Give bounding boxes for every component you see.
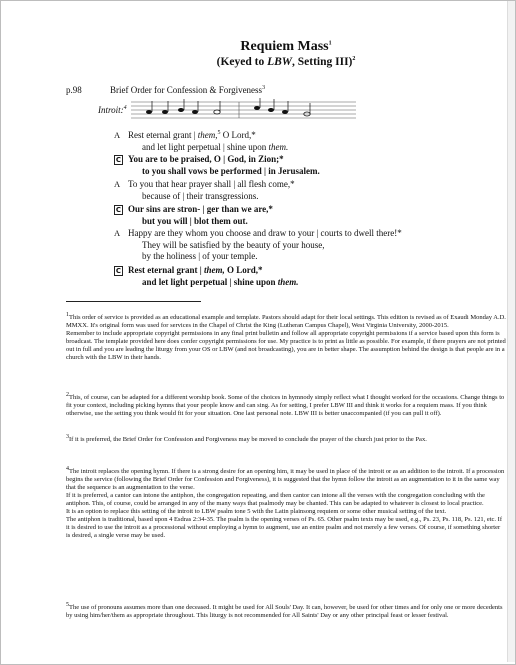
document-page: Requiem Mass$^1$ (Keyed to LBW, Setting III)$^2$ p.98 Brief Order for Confession & Forgiveness$^3$ Introit:$^4$ A Rest eternal grant | them,$^5$ O Lord,* and let light perpetual | shine upon them. C You are to be praised, O | God, in Zion;* to you shall vows be performed | in Jerusalem. A To you that hear prayer shall | all flesh come,* because of | their transgressions. C Our sins are stron- | ger than we are,* but you will | blot them out. A Happy are they whom you choose and draw to your | courts to dwell there!* They will be satisfied by the beauty of your house, by the holiness | of your temple. C Rest eternal grant | them, O Lord,* and let light perpetual | shine upon them. $^1$This order of service is provided as an educational example and template. Pastors should adapt for their local settings. This edition is revised as of Exaudi Monday A.D. MMXX. It's original form was used for services in the Chapel of Christ the King (Lutheran Campus Chapel), West Virginia University, 2000-2015. Remember to include appropriate copyright permissions in any final print bulletin and follow all appropriate copyright permissions if a service based upon this form is broadcast. The template provided here does confer copyright permissions for use. My practice is to print as little as possible. For example, if there prayers are not printed out in full and you are leading the liturgy from your OS or LBW (and not broadcasting), you are in better shape. The assumption behind the design is that people are in a church with the LBW in their hands. $^2$This, of course, can be adapted for a different worship book. Some of the choices in hymnody simply reflect what I thought worked for the occasions. Change things to fit your context, including picking hymns that your people know and can sing. As for setting, I prefer LBW III and think it works for a requiem mass. If you think otherwise, use the setting you think would fit for your situation. One last personal note. LBW III is better unaccompanied (if you can pull it off). $^3$If it is preferred, the Brief Order for Confession and Forgiveness may be moved to conclude the prayer of the church just prior to the Pax. $^4$The introit replaces the opening hymn. If there is a strong desire for an opening him, it may be used in place of the introit or as an addition to the introit. If a procession begins the service (following the Brief Order for Confession and Forgiveness), it is suggested that the hymn follow the introit as an augmentation to it in the same way that the sequence is an augmentation to the verse. If it is preferred, a cantor can intone the antiphon, the congregation repeating, and then cantor can intone all the verses with the congregation concluding with the antiphon. This, of course, could be arranged in any of the many ways that psalmody may be chanted. This can be adapted to whatever is closest to local practice. It is an option to replace this setting of the introit to LBW psalm tone 5 with the Latin plainsong requiem or some other musical setting of the text. The antiphon is traditional, based upon 4 Esdras 2:34-35. The psalm is the opening verses of Ps. 65. Other psalm texts may be used, e.g., Ps. 23, Ps. 118, Ps. 121, etc. If it is desired to use the introit as a processional without employing a hymn to augment, use an entire psalm and not merely a few verses. Of course, if something shorter is desired, a single verse may be used. $^5$The use of pronouns assumes more than one deceased. It might be used for All Souls' Day. It can, however, be used for other times and for only one or more decedents by using him/her/them as appropriate throughout. This liturgy is not recommended for All Saints' Day or any other principal feast or lesser festival. bbox=[66, 39, 506, 619]
congregation-marker: C bbox=[115, 156, 122, 164]
versicle-marker: A bbox=[114, 228, 121, 238]
page-title: Requiem Mass$^1$ bbox=[240, 39, 332, 54]
footnote-5: $^5$The use of pronouns assumes more than one deceased. It might be used for All Souls' Day. It can, however, be used for other times and for only one or more decedents by using him/her/them as appropriate throughout. This liturgy is not recommended for All Saints' Day or any other principal feast or lesser festival. bbox=[66, 601, 503, 619]
versicle-marker: A bbox=[114, 130, 121, 140]
versicle-marker: A bbox=[114, 179, 121, 189]
footnote-1: $^1$This order of service is provided as an educational example and template. Pastors should adapt for their local settings. This edition is revised as of Exaudi Monday A.D. MMXX. It's original form was used for services in the Chapel of Christ the King (Lutheran Campus Chapel), West Virginia University, 2000-2015. Remember to include appropriate copyright permissions in any final print bulletin and follow all appropriate copyright permissions if a service based upon this form is broadcast. The template provided here does confer copyright permissions for use. My practice is to print as little as possible. For example, if there prayers are not printed out in full and you are leading the liturgy from your OS or LBW (and not broadcasting), you are in better shape. The assumption behind the design is that people are in a church with the LBW in their hands. bbox=[66, 311, 506, 361]
scrollbar[interactable] bbox=[507, 1, 515, 662]
footnote-3: $^3$If it is preferred, the Brief Order for Confession and Forgiveness may be moved to conclude the prayer of the church just prior to the Pax. bbox=[66, 433, 427, 443]
section-heading: Brief Order for Confession & Forgiveness$^3$ bbox=[110, 85, 266, 95]
introit-label: Introit:$^4$ bbox=[98, 105, 127, 115]
music-staff bbox=[131, 97, 356, 123]
footnote-2: $^2$This, of course, can be adapted for a different worship book. Some of the choices in hymnody simply reflect what I thought worked for the occasions. Change things to fit your context, including picking hymns that your people know and can sing. As for setting, I prefer LBW III and think it works for a requiem mass. If you think otherwise, use the setting you think would fit for your situation. One last personal note. LBW III is better unaccompanied (if you can pull it off). bbox=[66, 391, 505, 417]
page-subtitle: (Keyed to LBW, Setting III)$^2$ bbox=[216, 56, 356, 68]
footnote-4: $^4$The introit replaces the opening hymn. If there is a strong desire for an opening him, it may be used in place of the introit or as an addition to the introit. If a procession begins the service (following the Brief Order for Confession and Forgiveness), it is suggested that the hymn follow the introit as an augmentation to it in the same way that the sequence is an augmentation to the verse. If it is preferred, a cantor can intone the antiphon, the congregation repeating, and then cantor can intone all the verses with the congregation concluding with the antiphon. This, of course, could be arranged in any of the many ways that psalmody may be chanted. This can be adapted to whatever is closest to local practice. It is an option to replace this setting of the introit to LBW psalm tone 5 with the Latin plainsong requiem or some other musical setting of the text. The antiphon is traditional, based upon 4 Esdras 2:34-35. The psalm is the opening verses of Ps. 65. Other psalm texts may be used, e.g., Ps. 23, Ps. 118, Ps. 121, etc. If it is desired to use the introit as a processional without employing a hymn to augment, use an entire psalm and not merely a few verses. Of course, if something shorter is desired, a single verse may be used. bbox=[66, 465, 505, 539]
footnote-separator bbox=[66, 301, 201, 302]
page-reference: p.98 bbox=[66, 85, 82, 95]
congregation-marker: C bbox=[115, 267, 122, 275]
congregation-marker: C bbox=[115, 206, 122, 214]
